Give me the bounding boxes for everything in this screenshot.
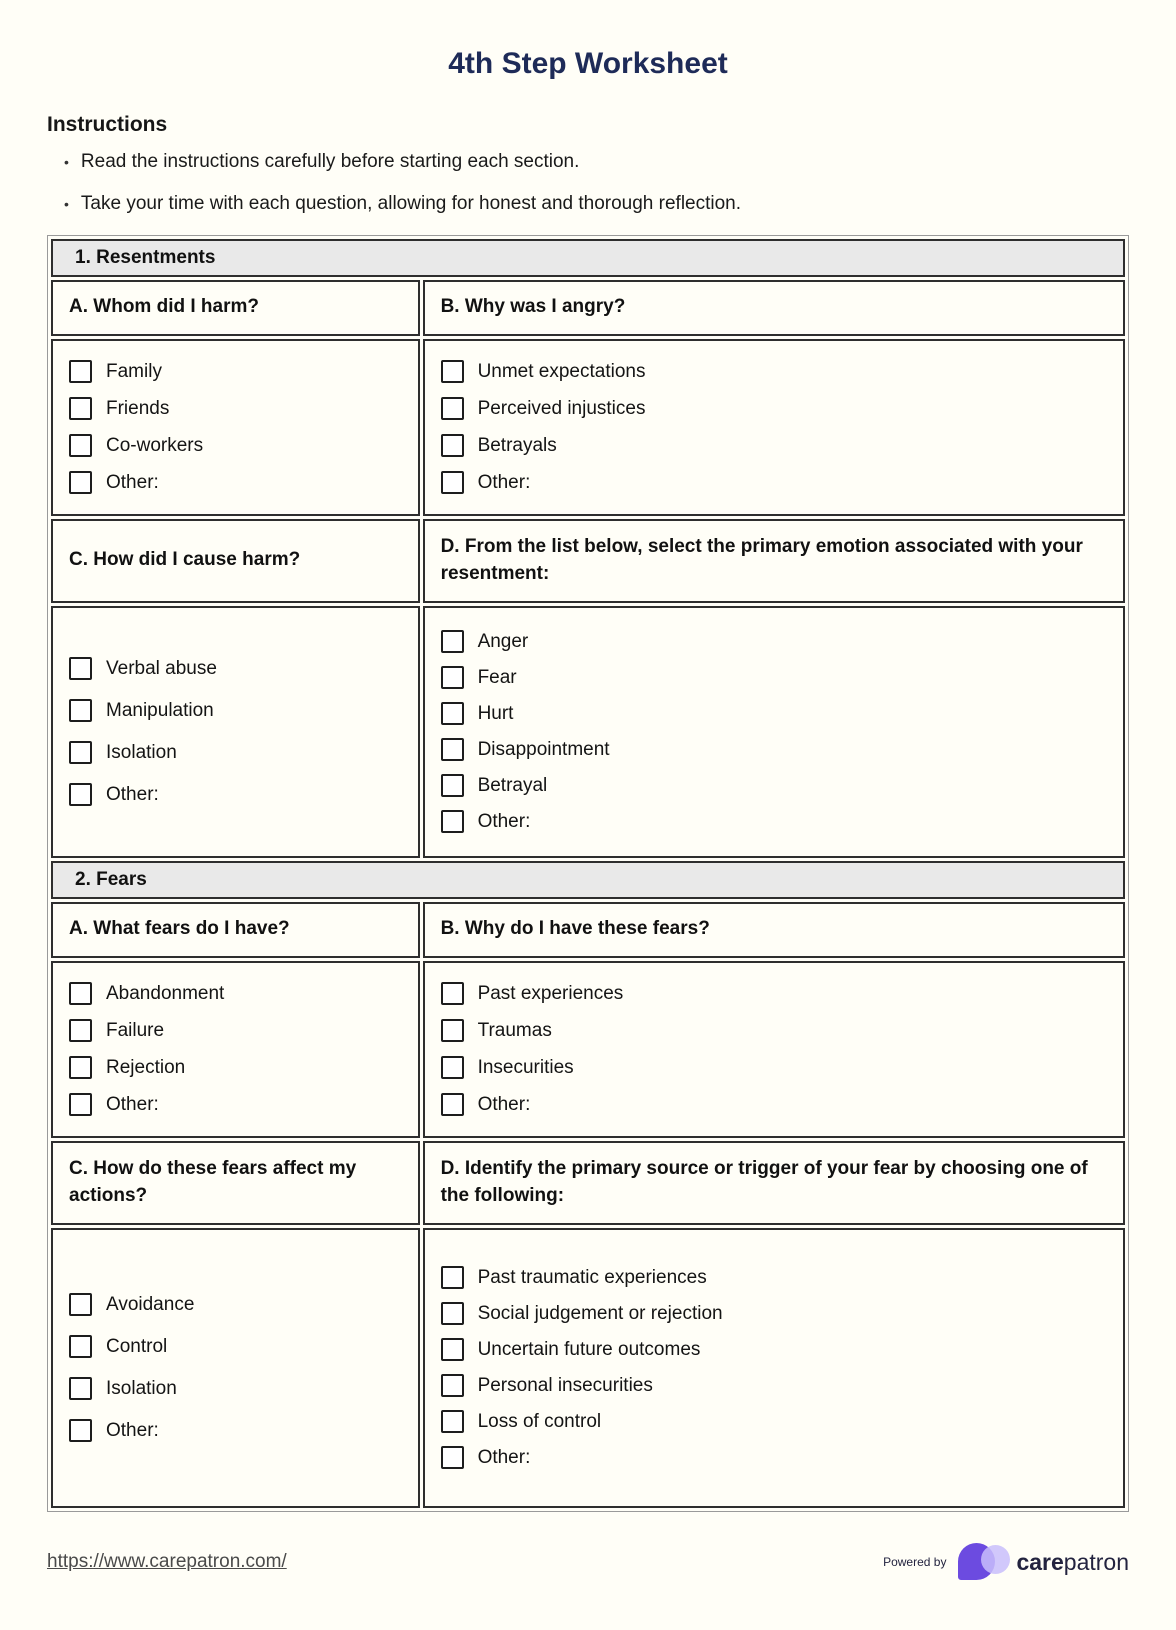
option-label: Other: [477, 810, 531, 832]
instruction-item [47, 151, 1129, 174]
option-label: Past traumatic experiences [477, 1266, 707, 1288]
bullet-icon: • [64, 195, 69, 212]
checkbox-unmet-expectations[interactable] [441, 360, 464, 383]
checkbox-other[interactable] [441, 1093, 464, 1116]
option-row [441, 434, 1109, 457]
option-row [69, 1335, 404, 1358]
option-row [69, 982, 404, 1005]
option-label: Insecurities [477, 1056, 574, 1078]
option-label: Perceived injustices [477, 397, 646, 419]
option-row [441, 1446, 1109, 1469]
instructions-heading: Instructions [47, 113, 168, 136]
checkbox-other[interactable] [69, 783, 92, 806]
checkbox-other[interactable] [441, 810, 464, 833]
option-row [441, 1302, 1109, 1325]
option-row [441, 630, 1109, 653]
option-row [69, 1419, 404, 1442]
option-row [441, 702, 1109, 725]
option-label: Isolation [106, 741, 177, 763]
option-label: Verbal abuse [106, 657, 217, 679]
option-row [69, 783, 404, 806]
option-label: Loss of control [477, 1410, 602, 1432]
option-label: Betrayals [477, 434, 557, 456]
option-label: Social judgement or rejection [477, 1302, 723, 1324]
question-cell: B. Why do I have these fears? [423, 902, 1125, 958]
option-label: Past experiences [477, 982, 624, 1004]
option-label: Disappointment [477, 738, 610, 760]
checkbox-other[interactable] [441, 1446, 464, 1469]
checkbox-social-judgement-or-rejection[interactable] [441, 1302, 464, 1325]
checkbox-insecurities[interactable] [441, 1056, 464, 1079]
options-cell [51, 339, 420, 516]
options-cell [51, 1228, 420, 1508]
option-row [441, 738, 1109, 761]
option-row [69, 699, 404, 722]
checkbox-isolation[interactable] [69, 741, 92, 764]
option-row [69, 1377, 404, 1400]
checkbox-anger[interactable] [441, 630, 464, 653]
option-label: Other: [477, 1093, 531, 1115]
worksheet-table-body [51, 239, 1125, 1508]
question-cell: D. From the list below, select the primary emotion associated with your resentment: [423, 519, 1125, 603]
instruction-item [47, 193, 1129, 216]
instruction-text: Take your time with each question, allowing for honest and thorough reflection. [80, 192, 742, 214]
option-label: Avoidance [106, 1293, 195, 1315]
checkbox-other[interactable] [69, 1093, 92, 1116]
checkbox-co-workers[interactable] [69, 434, 92, 457]
option-label: Other: [106, 1093, 159, 1115]
option-row [441, 1410, 1109, 1433]
carepatron-logo-icon [958, 1542, 1010, 1582]
question-cell: A. What fears do I have? [51, 902, 420, 958]
option-row [69, 741, 404, 764]
option-row [69, 1019, 404, 1042]
option-label: Manipulation [106, 699, 214, 721]
option-row [69, 1293, 404, 1316]
option-label: Isolation [106, 1377, 177, 1399]
checkbox-other[interactable] [441, 471, 464, 494]
page-title: 4th Step Worksheet [448, 47, 728, 80]
checkbox-avoidance[interactable] [69, 1293, 92, 1316]
option-label: Other: [106, 471, 159, 493]
checkbox-family[interactable] [69, 360, 92, 383]
option-label: Other: [106, 783, 159, 805]
checkbox-rejection[interactable] [69, 1056, 92, 1079]
checkbox-past-traumatic-experiences[interactable] [441, 1266, 464, 1289]
powered-by-label: Powered by [883, 1555, 947, 1569]
option-label: Rejection [106, 1056, 186, 1078]
options-cell [423, 339, 1125, 516]
checkbox-past-experiences[interactable] [441, 982, 464, 1005]
options-cell [51, 606, 420, 858]
checkbox-isolation[interactable] [69, 1377, 92, 1400]
option-row [69, 397, 404, 420]
option-row [441, 982, 1109, 1005]
instructions-list [47, 151, 1129, 216]
option-label: Failure [106, 1019, 165, 1041]
option-row [441, 1093, 1109, 1116]
section-header-2-fears: 2. Fears [51, 861, 1125, 899]
question-cell: B. Why was I angry? [423, 280, 1125, 336]
checkbox-failure[interactable] [69, 1019, 92, 1042]
option-row [69, 434, 404, 457]
checkbox-hurt[interactable] [441, 702, 464, 725]
question-cell: C. How do these fears affect my actions? [51, 1141, 420, 1225]
bullet-icon: • [64, 154, 69, 170]
question-cell: D. Identify the primary source or trigger of your fear by choosing one of the following: [423, 1141, 1125, 1225]
option-row [441, 666, 1109, 689]
option-label: Unmet expectations [477, 360, 646, 382]
section-header-1-resentments: 1. Resentments [51, 239, 1125, 277]
option-row [441, 471, 1109, 494]
question-cell: A. Whom did I harm? [51, 280, 420, 336]
footer [47, 1542, 1129, 1582]
option-label: Fear [477, 666, 517, 688]
option-label: Control [106, 1335, 168, 1357]
option-row [441, 1056, 1109, 1079]
logo-bubble-light [981, 1545, 1010, 1574]
option-row [69, 360, 404, 383]
checkbox-uncertain-future-outcomes[interactable] [441, 1338, 464, 1361]
checkbox-other[interactable] [69, 471, 92, 494]
option-row [441, 397, 1109, 420]
checkbox-disappointment[interactable] [441, 738, 464, 761]
option-row [69, 471, 404, 494]
option-label: Personal insecurities [477, 1374, 653, 1396]
option-row [441, 1019, 1109, 1042]
option-label: Other: [106, 1419, 159, 1441]
options-cell [423, 606, 1125, 858]
instruction-text: Read the instructions carefully before starting each section. [80, 151, 580, 172]
option-row [441, 810, 1109, 833]
option-label: Traumas [477, 1019, 552, 1041]
option-row [69, 1093, 404, 1116]
option-label: Family [106, 360, 162, 382]
option-label: Other: [477, 471, 531, 493]
option-row [441, 1338, 1109, 1361]
question-cell: C. How did I cause harm? [51, 519, 420, 603]
option-row [441, 774, 1109, 797]
checkbox-personal-insecurities[interactable] [441, 1374, 464, 1397]
option-label: Hurt [477, 702, 514, 724]
option-row [441, 360, 1109, 383]
option-label: Uncertain future outcomes [477, 1338, 701, 1360]
checkbox-friends[interactable] [69, 397, 92, 420]
brand-lockup [883, 1542, 1129, 1582]
checkbox-other[interactable] [69, 1419, 92, 1442]
checkbox-traumas[interactable] [441, 1019, 464, 1042]
checkbox-betrayals[interactable] [441, 434, 464, 457]
option-row [69, 1056, 404, 1079]
option-label: Betrayal [477, 774, 548, 796]
checkbox-betrayal[interactable] [441, 774, 464, 797]
checkbox-verbal-abuse[interactable] [69, 657, 92, 680]
option-label: Co-workers [106, 434, 204, 456]
option-label: Abandonment [106, 982, 225, 1004]
options-cell [51, 961, 420, 1138]
options-cell [423, 961, 1125, 1138]
footer-link[interactable]: https://www.carepatron.com/ [47, 1551, 287, 1572]
checkbox-manipulation[interactable] [69, 699, 92, 722]
option-row [441, 1266, 1109, 1289]
options-cell [423, 1228, 1125, 1508]
checkbox-control[interactable] [69, 1335, 92, 1358]
option-label: Friends [106, 397, 170, 419]
checkbox-perceived-injustices[interactable] [441, 397, 464, 420]
brand-name: carepatron [1016, 1548, 1129, 1575]
option-row [69, 657, 404, 680]
option-label: Other: [477, 1446, 531, 1468]
checkbox-loss-of-control[interactable] [441, 1410, 464, 1433]
checkbox-fear[interactable] [441, 666, 464, 689]
worksheet-table [47, 235, 1129, 1512]
option-row [441, 1374, 1109, 1397]
checkbox-abandonment[interactable] [69, 982, 92, 1005]
option-label: Anger [477, 630, 529, 652]
